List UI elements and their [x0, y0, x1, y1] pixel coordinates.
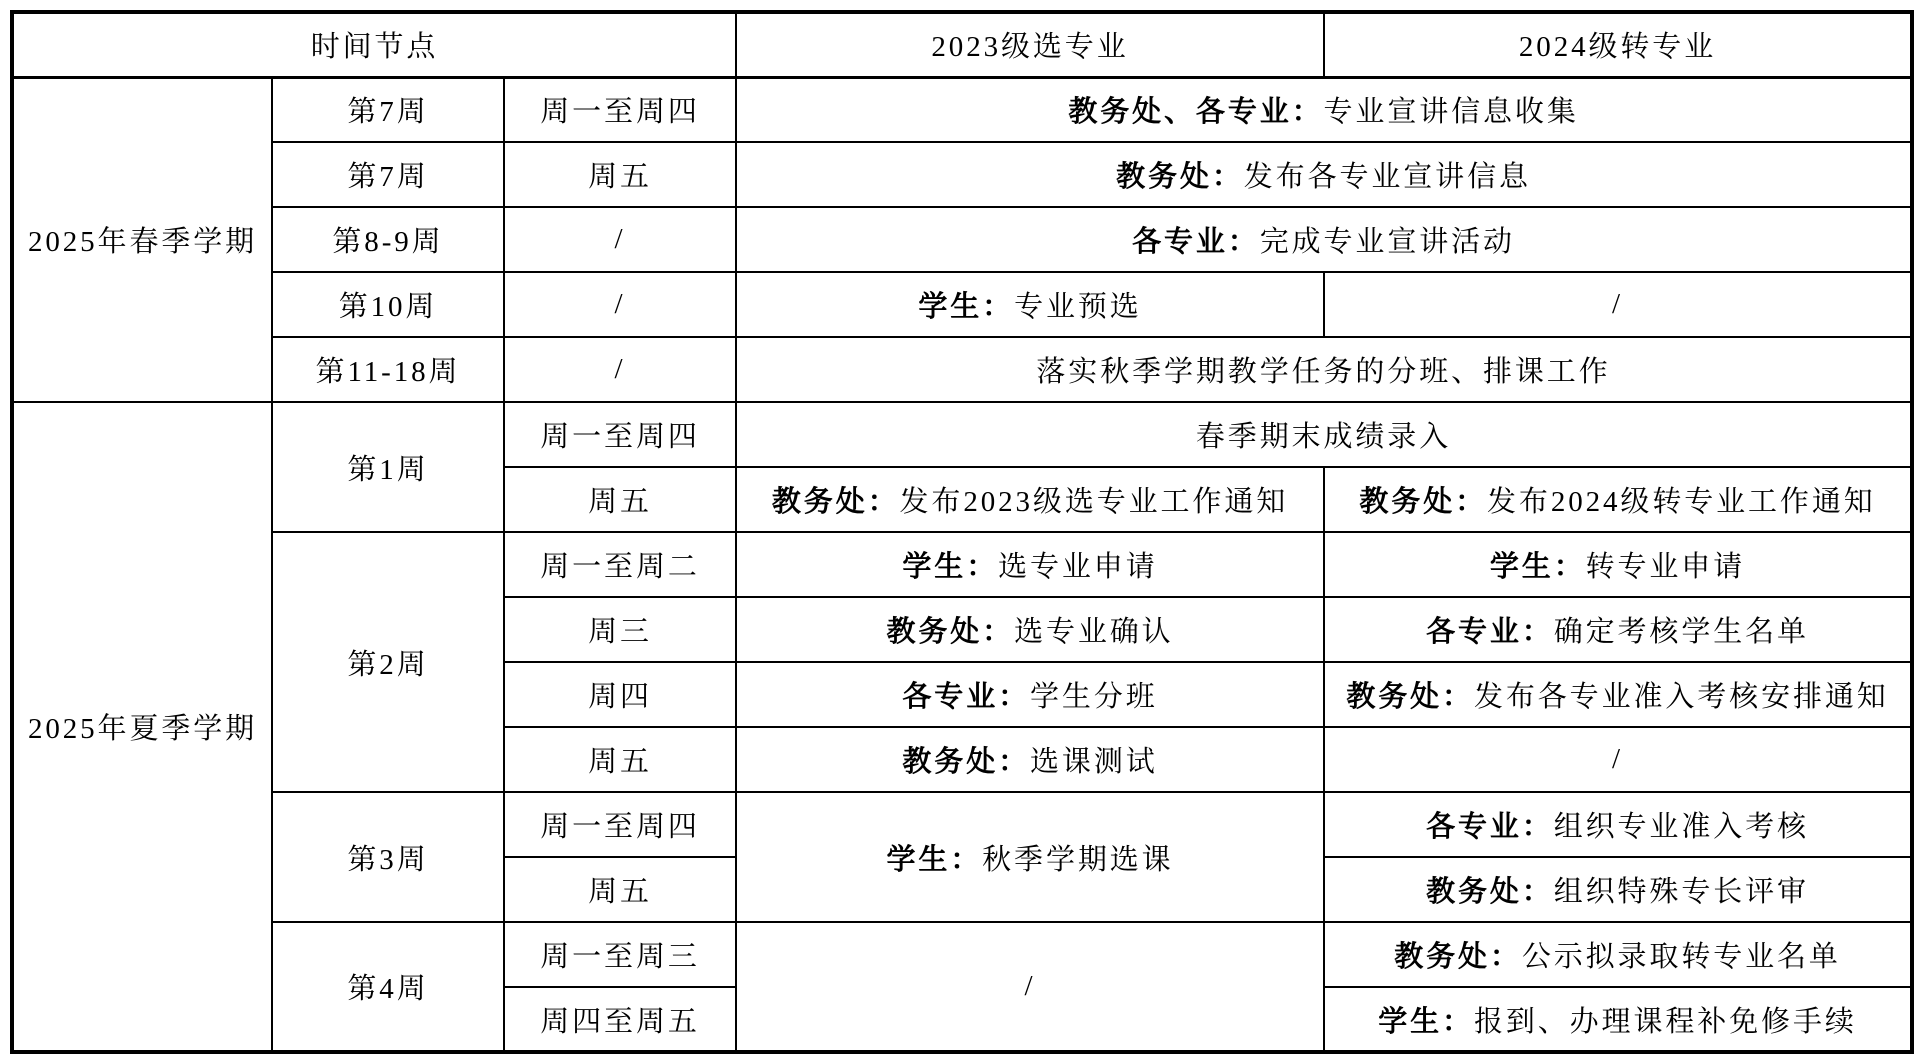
week-cell: 第11-18周: [272, 337, 504, 402]
activity-2024-cell: [1324, 987, 1912, 1052]
activity-action: 确定考核学生名单: [1553, 616, 1809, 648]
activity-action: 选课测试: [1030, 746, 1158, 778]
table-row: [12, 77, 1912, 142]
activity-2023-cell: [736, 597, 1324, 662]
activity-2024-cell: [1324, 272, 1912, 337]
activity-2024-cell: [1324, 922, 1912, 987]
activity-actor: 各专业：: [1426, 811, 1554, 843]
activity-action: 秋季学期选课: [982, 843, 1174, 876]
activity-span-cell: [736, 142, 1912, 207]
activity-actor: 学生：: [1489, 551, 1586, 583]
activity-action: 选专业确认: [1014, 616, 1174, 648]
activity-actor: 教务处、各专业：: [1068, 96, 1324, 129]
activity-span-cell: [736, 77, 1912, 142]
table-row: [12, 532, 1912, 597]
days-cell: 周一至周四: [504, 792, 736, 857]
activity-span-cell: [736, 337, 1912, 402]
table-row: [12, 207, 1912, 272]
week-cell: 第2周: [272, 532, 504, 792]
header-time-node: 时间节点: [12, 12, 736, 77]
activity-2023-cell: [736, 662, 1324, 727]
activity-action: 落实秋季学期教学任务的分班、排课工作: [1036, 356, 1611, 388]
activity-2024-cell: [1324, 857, 1912, 922]
week-cell: 第4周: [272, 922, 504, 1052]
activity-action: 选专业申请: [998, 551, 1158, 583]
activity-action: 组织特殊专长评审: [1553, 876, 1809, 908]
days-cell: /: [504, 207, 736, 272]
activity-action: 专业预选: [1014, 291, 1142, 323]
activity-span-cell: [736, 207, 1912, 272]
days-cell: 周一至周四: [504, 77, 736, 142]
week-cell: 第8-9周: [272, 207, 504, 272]
days-cell: 周一至周四: [504, 402, 736, 467]
week-cell: 第7周: [272, 77, 504, 142]
week-cell: 第10周: [272, 272, 504, 337]
activity-2024-cell: [1324, 727, 1912, 792]
week-cell: 第1周: [272, 402, 504, 532]
schedule-table: [10, 10, 1914, 1054]
activity-2024-cell: [1324, 532, 1912, 597]
activity-actor: 教务处：: [886, 616, 1015, 648]
days-cell: 周五: [504, 857, 736, 922]
table-row: [12, 792, 1912, 857]
activity-2023-cell: [736, 467, 1324, 532]
activity-2023-cell: [736, 272, 1324, 337]
activity-actor: 学生：: [886, 843, 983, 876]
activity-2023-cell: [736, 532, 1324, 597]
activity-actor: 教务处：: [1346, 681, 1474, 713]
days-cell: /: [504, 272, 736, 337]
days-cell: 周四: [504, 662, 736, 727]
activity-action: 专业宣讲信息收集: [1323, 96, 1579, 129]
activity-action: 发布2024级转专业工作通知: [1487, 486, 1876, 518]
activity-actor: 教务处：: [1394, 941, 1522, 973]
header-2023: 2023级选专业: [736, 12, 1324, 77]
activity-action: 公示拟录取转专业名单: [1521, 941, 1841, 973]
activity-action: 完成专业宣讲活动: [1259, 226, 1515, 258]
activity-2023-cell: [736, 922, 1324, 1052]
week-cell: 第3周: [272, 792, 504, 922]
placeholder-slash: /: [1612, 288, 1623, 320]
activity-action: 发布各专业宣讲信息: [1243, 161, 1531, 193]
days-cell: 周一至周三: [504, 922, 736, 987]
activity-actor: 各专业：: [1426, 616, 1554, 648]
table-row: [12, 402, 1912, 467]
activity-action: 春季期末成绩录入: [1195, 421, 1452, 453]
table-row: [12, 142, 1912, 207]
activity-span-cell: [736, 402, 1912, 467]
days-cell: 周五: [504, 727, 736, 792]
table-header-row: [12, 12, 1912, 77]
activity-actor: 教务处：: [771, 486, 900, 518]
activity-actor: 教务处：: [1359, 486, 1488, 518]
activity-actor: 教务处：: [902, 746, 1031, 778]
activity-actor: 各专业：: [1132, 226, 1260, 258]
activity-action: 转专业申请: [1585, 551, 1746, 583]
activity-2024-cell: [1324, 792, 1912, 857]
placeholder-slash: /: [1024, 970, 1036, 1002]
table-row: [12, 337, 1912, 402]
activity-2023-cell: [736, 727, 1324, 792]
activity-2023-cell: [736, 792, 1324, 922]
activity-2024-cell: [1324, 597, 1912, 662]
activity-actor: 各专业：: [902, 681, 1031, 713]
activity-actor: 学生：: [902, 551, 999, 583]
activity-action: 组织专业准入考核: [1553, 811, 1809, 843]
days-cell: 周五: [504, 467, 736, 532]
summer-semester-cell: 2025年夏季学期: [12, 402, 272, 1052]
week-cell: 第7周: [272, 142, 504, 207]
days-cell: 周五: [504, 142, 736, 207]
days-cell: 周一至周二: [504, 532, 736, 597]
days-cell: 周三: [504, 597, 736, 662]
activity-action: 报到、办理课程补免修手续: [1473, 1005, 1857, 1038]
spring-semester-cell: 2025年春季学期: [12, 77, 272, 402]
table-row: [12, 922, 1912, 987]
activity-2024-cell: [1324, 662, 1912, 727]
activity-actor: 教务处：: [1426, 876, 1554, 908]
table-row: [12, 272, 1912, 337]
placeholder-slash: /: [1612, 743, 1623, 775]
header-2024: 2024级转专业: [1324, 12, 1912, 77]
activity-2024-cell: [1324, 467, 1912, 532]
days-cell: 周四至周五: [504, 987, 736, 1052]
activity-action: 发布各专业准入考核安排通知: [1473, 681, 1889, 713]
activity-actor: 学生：: [918, 291, 1015, 323]
activity-action: 学生分班: [1030, 681, 1158, 713]
activity-action: 发布2023级选专业工作通知: [899, 486, 1289, 518]
activity-actor: 教务处：: [1116, 161, 1244, 193]
days-cell: /: [504, 337, 736, 402]
activity-actor: 学生：: [1378, 1005, 1474, 1038]
